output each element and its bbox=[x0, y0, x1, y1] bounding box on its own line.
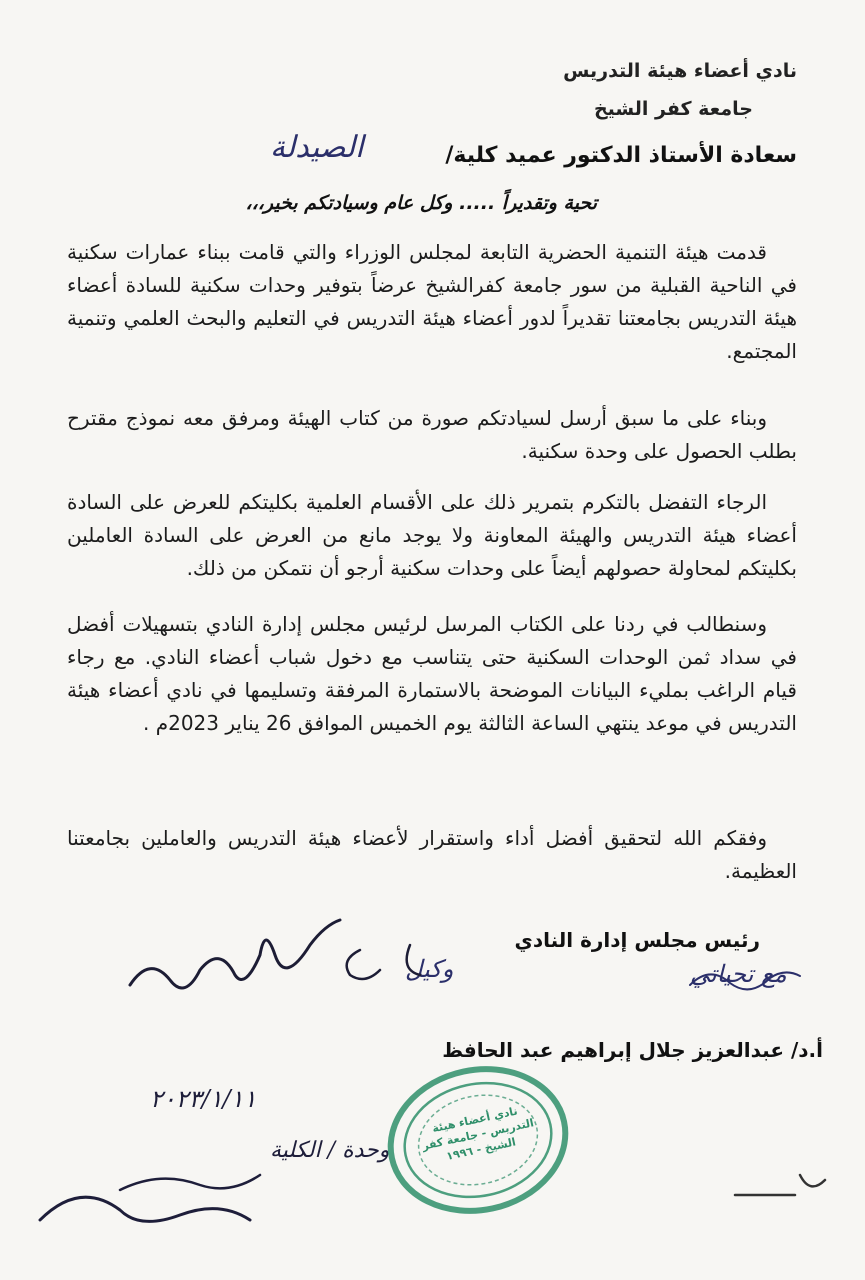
addressee-title: سعادة الأستاذ الدكتور عميد كلية/ bbox=[445, 143, 797, 168]
signature-scribble-main bbox=[130, 920, 340, 988]
bottom-signature-line bbox=[120, 1175, 260, 1190]
handwritten-right-scribble bbox=[690, 972, 800, 989]
letterhead-university: جامعة كفر الشيخ bbox=[593, 98, 753, 120]
stamp-text: نادي أعضاء هيئة التدريس - جامعة كفر الشيخ - ١٩٩٦ bbox=[421, 1104, 535, 1163]
handwritten-bottom-note: وحدة / الكلية bbox=[270, 1138, 390, 1163]
bottom-signature-scribble bbox=[40, 1197, 250, 1221]
greeting-line: تحية وتقديراً ..... وكل عام وسيادتكم بخير،،، bbox=[245, 192, 597, 214]
handwritten-note-left: وكيل bbox=[405, 955, 454, 983]
paragraph-1: قدمت هيئة التنمية الحضرية التابعة لمجلس الوزراء والتي قامت ببناء عمارات سكنية في الناحية القبلية من سور جامعة كفرالشيخ عرضاً بتوفير وحدات سكنية للسادة أعضاء هيئة التدريس بجامعتنا تقديراً لدور أعضاء هيئة التدريس في التعليم والبحث العلمي وتنمية المجتمع. bbox=[67, 240, 797, 363]
handwritten-note-right: مع تحياتي bbox=[690, 960, 787, 988]
handwritten-date: ٢٠٢٣/١/١١ bbox=[150, 1085, 257, 1113]
letterhead-org: نادي أعضاء هيئة التدريس bbox=[563, 60, 797, 82]
paragraph-3: الرجاء التفضل بالتكرم بتمرير ذلك على الأقسام العلمية بكليتكم للعرض على السادة أعضاء هيئة التدريس والهيئة المعاونة ولا يوجد مانع من العرض على السادة العاملين بكليتكم لمحاولة حصولهم أيضاً على وحدات سكنية أرجو أن نتمكن من ذلك. bbox=[67, 490, 797, 580]
bottom-right-mark bbox=[735, 1175, 825, 1195]
signature-name: أ.د/ عبدالعزيز جلال إبراهيم عبد الحافظ bbox=[442, 1038, 823, 1062]
signature-title: رئيس مجلس إدارة النادي bbox=[514, 928, 760, 952]
paragraph-2: وبناء على ما سبق أرسل لسيادتكم صورة من كتاب الهيئة ومرفق معه نموذج مقترح بطلب الحصول على وحدة سكنية. bbox=[67, 406, 797, 463]
paragraph-4: وسنطالب في ردنا على الكتاب المرسل لرئيس مجلس إدارة النادي بتسهيلات أفضل في سداد ثمن الوحدات السكنية حتى يتناسب مع دخول شباب أعضاء النادي. مع رجاء قيام الراغب بمليء البيانات الموضحة بالاستمارة المرفقة وتسليمها في نادي أعضاء هيئة التدريس في موعد ينتهي الساعة الثالثة يوم الخميس الموافق 26 يناير 2023م . bbox=[67, 612, 797, 735]
addressee-faculty-handwritten: الصيدلة bbox=[270, 130, 364, 165]
paragraph-5: وفقكم الله لتحقيق أفضل أداء واستقرار لأعضاء هيئة التدريس والعاملين بجامعتنا العظيمة. bbox=[67, 826, 797, 883]
signature-scribble-loop bbox=[347, 945, 420, 979]
